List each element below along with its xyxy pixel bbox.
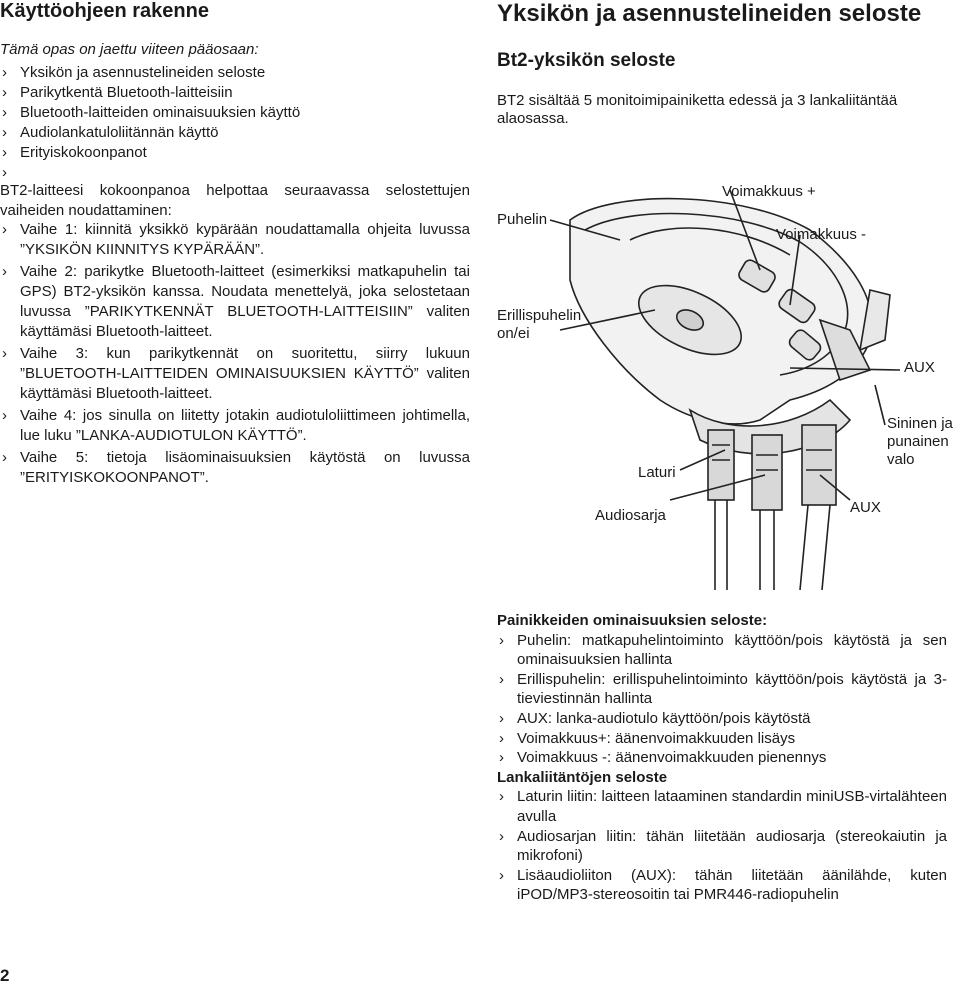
section-heading: Käyttöohjeen rakenne <box>0 0 209 22</box>
page-number: 2 <box>0 966 10 985</box>
connector-item: › Lisäaudioliiton (AUX): tähän liitetään äänilähde, kuten iPOD/MP3-stereosoitin tai PMR446-radiopuhelin <box>497 866 947 905</box>
label-audiosarja: Audiosarja <box>595 507 666 524</box>
toc-item: › Erityiskokoonpanot <box>0 143 300 163</box>
step-item: › Vaihe 4: jos sinulla on liitetty jotakin audiotuloliittimeen johtimella, lue luku ”LANKA-AUDIOTULON KÄYTTÖ”. <box>0 406 470 446</box>
feature-item: › Erillispuhelin: erillispuhelintoiminto käyttöön/pois käytöstä ja 3-tieviestinnän hallinta <box>497 670 947 709</box>
step-item: › Vaihe 5: tietoja lisäominaisuuksien käytöstä on luvussa ”ERITYISKOKOONPANOT”. <box>0 448 470 488</box>
label-aux-jack: AUX <box>850 499 881 516</box>
label-erillispuhelin: Erillispuhelin on/ei <box>497 307 582 342</box>
connector-item: › Laturin liitin: laitteen lataaminen standardin miniUSB-virtalähteen avulla <box>497 787 947 826</box>
features-section <box>497 611 947 905</box>
connectors-heading: Lankaliitäntöjen seloste <box>497 768 668 786</box>
connector-item: › Audiosarjan liitin: tähän liitetään audiosarja (stereokaiutin ja mikrofoni) <box>497 827 947 866</box>
setup-steps <box>0 220 470 490</box>
label-puhelin: Puhelin <box>497 211 548 228</box>
step-item: › Vaihe 2: parikytke Bluetooth-laitteet (esimerkiksi matkapuhelin tai GPS) BT2-yksikön kanssa. Noudata menettelyä, joka selostetaan luvussa ”PARIKYTKENNÄT BLUETOOTH-LAITTEISIIN” valiten käyttämäsi Bluetooth-laitteet. <box>0 262 470 342</box>
page-title: Yksikön ja asennustelineiden seloste <box>497 0 922 27</box>
label-volume-up: Voimakkuus + <box>722 183 816 200</box>
label-volume-down: Voimakkuus - <box>776 226 867 243</box>
toc-item <box>0 163 300 183</box>
feature-item: › Voimakkuus+: äänenvoimakkuuden lisäys <box>497 729 947 749</box>
unit-description: BT2 sisältää 5 monitoimipainiketta edessä ja 3 lankaliitäntää alaosassa. <box>497 92 898 127</box>
setup-paragraph: BT2-laitteesi kokoonpanoa helpottaa seuraavassa selostettujen vaiheiden noudattaminen: <box>0 182 470 219</box>
table-of-contents <box>0 63 300 183</box>
step-item: › Vaihe 1: kiinnitä yksikkö kypärään noudattamalla ohjeita luvussa ”YKSIKÖN KIINNITYS KYPÄRÄÄN”. <box>0 220 470 260</box>
subsection-title: Bt2-yksikön seloste <box>497 50 676 71</box>
intro-text: Tämä opas on jaettu viiteen pääosaan: <box>0 41 259 58</box>
step-item: › Vaihe 3: kun parikytkennät on suoritettu, siirry lukuun ”BLUETOOTH-LAITTEIDEN OMINAISUUKSIEN KÄYTTÖ” valiten käyttämäsi Bluetooth-laitteet. <box>0 344 470 404</box>
features-list <box>497 631 947 768</box>
connectors-list <box>497 787 947 905</box>
toc-item: › Bluetooth-laitteiden ominaisuuksien käyttö <box>0 103 300 123</box>
toc-item: › Yksikön ja asennustelineiden seloste <box>0 63 300 83</box>
feature-item: › Puhelin: matkapuhelintoiminto käyttöön/pois käytöstä ja sen ominaisuuksien hallinta <box>497 631 947 670</box>
feature-item: › Voimakkuus -: äänenvoimakkuuden pienennys <box>497 748 947 768</box>
features-heading: Painikkeiden ominaisuuksien seloste: <box>497 612 768 629</box>
label-aux-button: AUX <box>904 359 935 376</box>
label-led: Sininen ja punainen valo <box>887 415 953 468</box>
toc-item: › Audiolankatuloliitännän käyttö <box>0 123 300 143</box>
bt2-unit-illustration <box>490 170 960 590</box>
feature-item: › AUX: lanka-audiotulo käyttöön/pois käytöstä <box>497 709 947 729</box>
label-laturi: Laturi <box>638 464 676 481</box>
toc-item: › Parikytkentä Bluetooth-laitteisiin <box>0 83 300 103</box>
